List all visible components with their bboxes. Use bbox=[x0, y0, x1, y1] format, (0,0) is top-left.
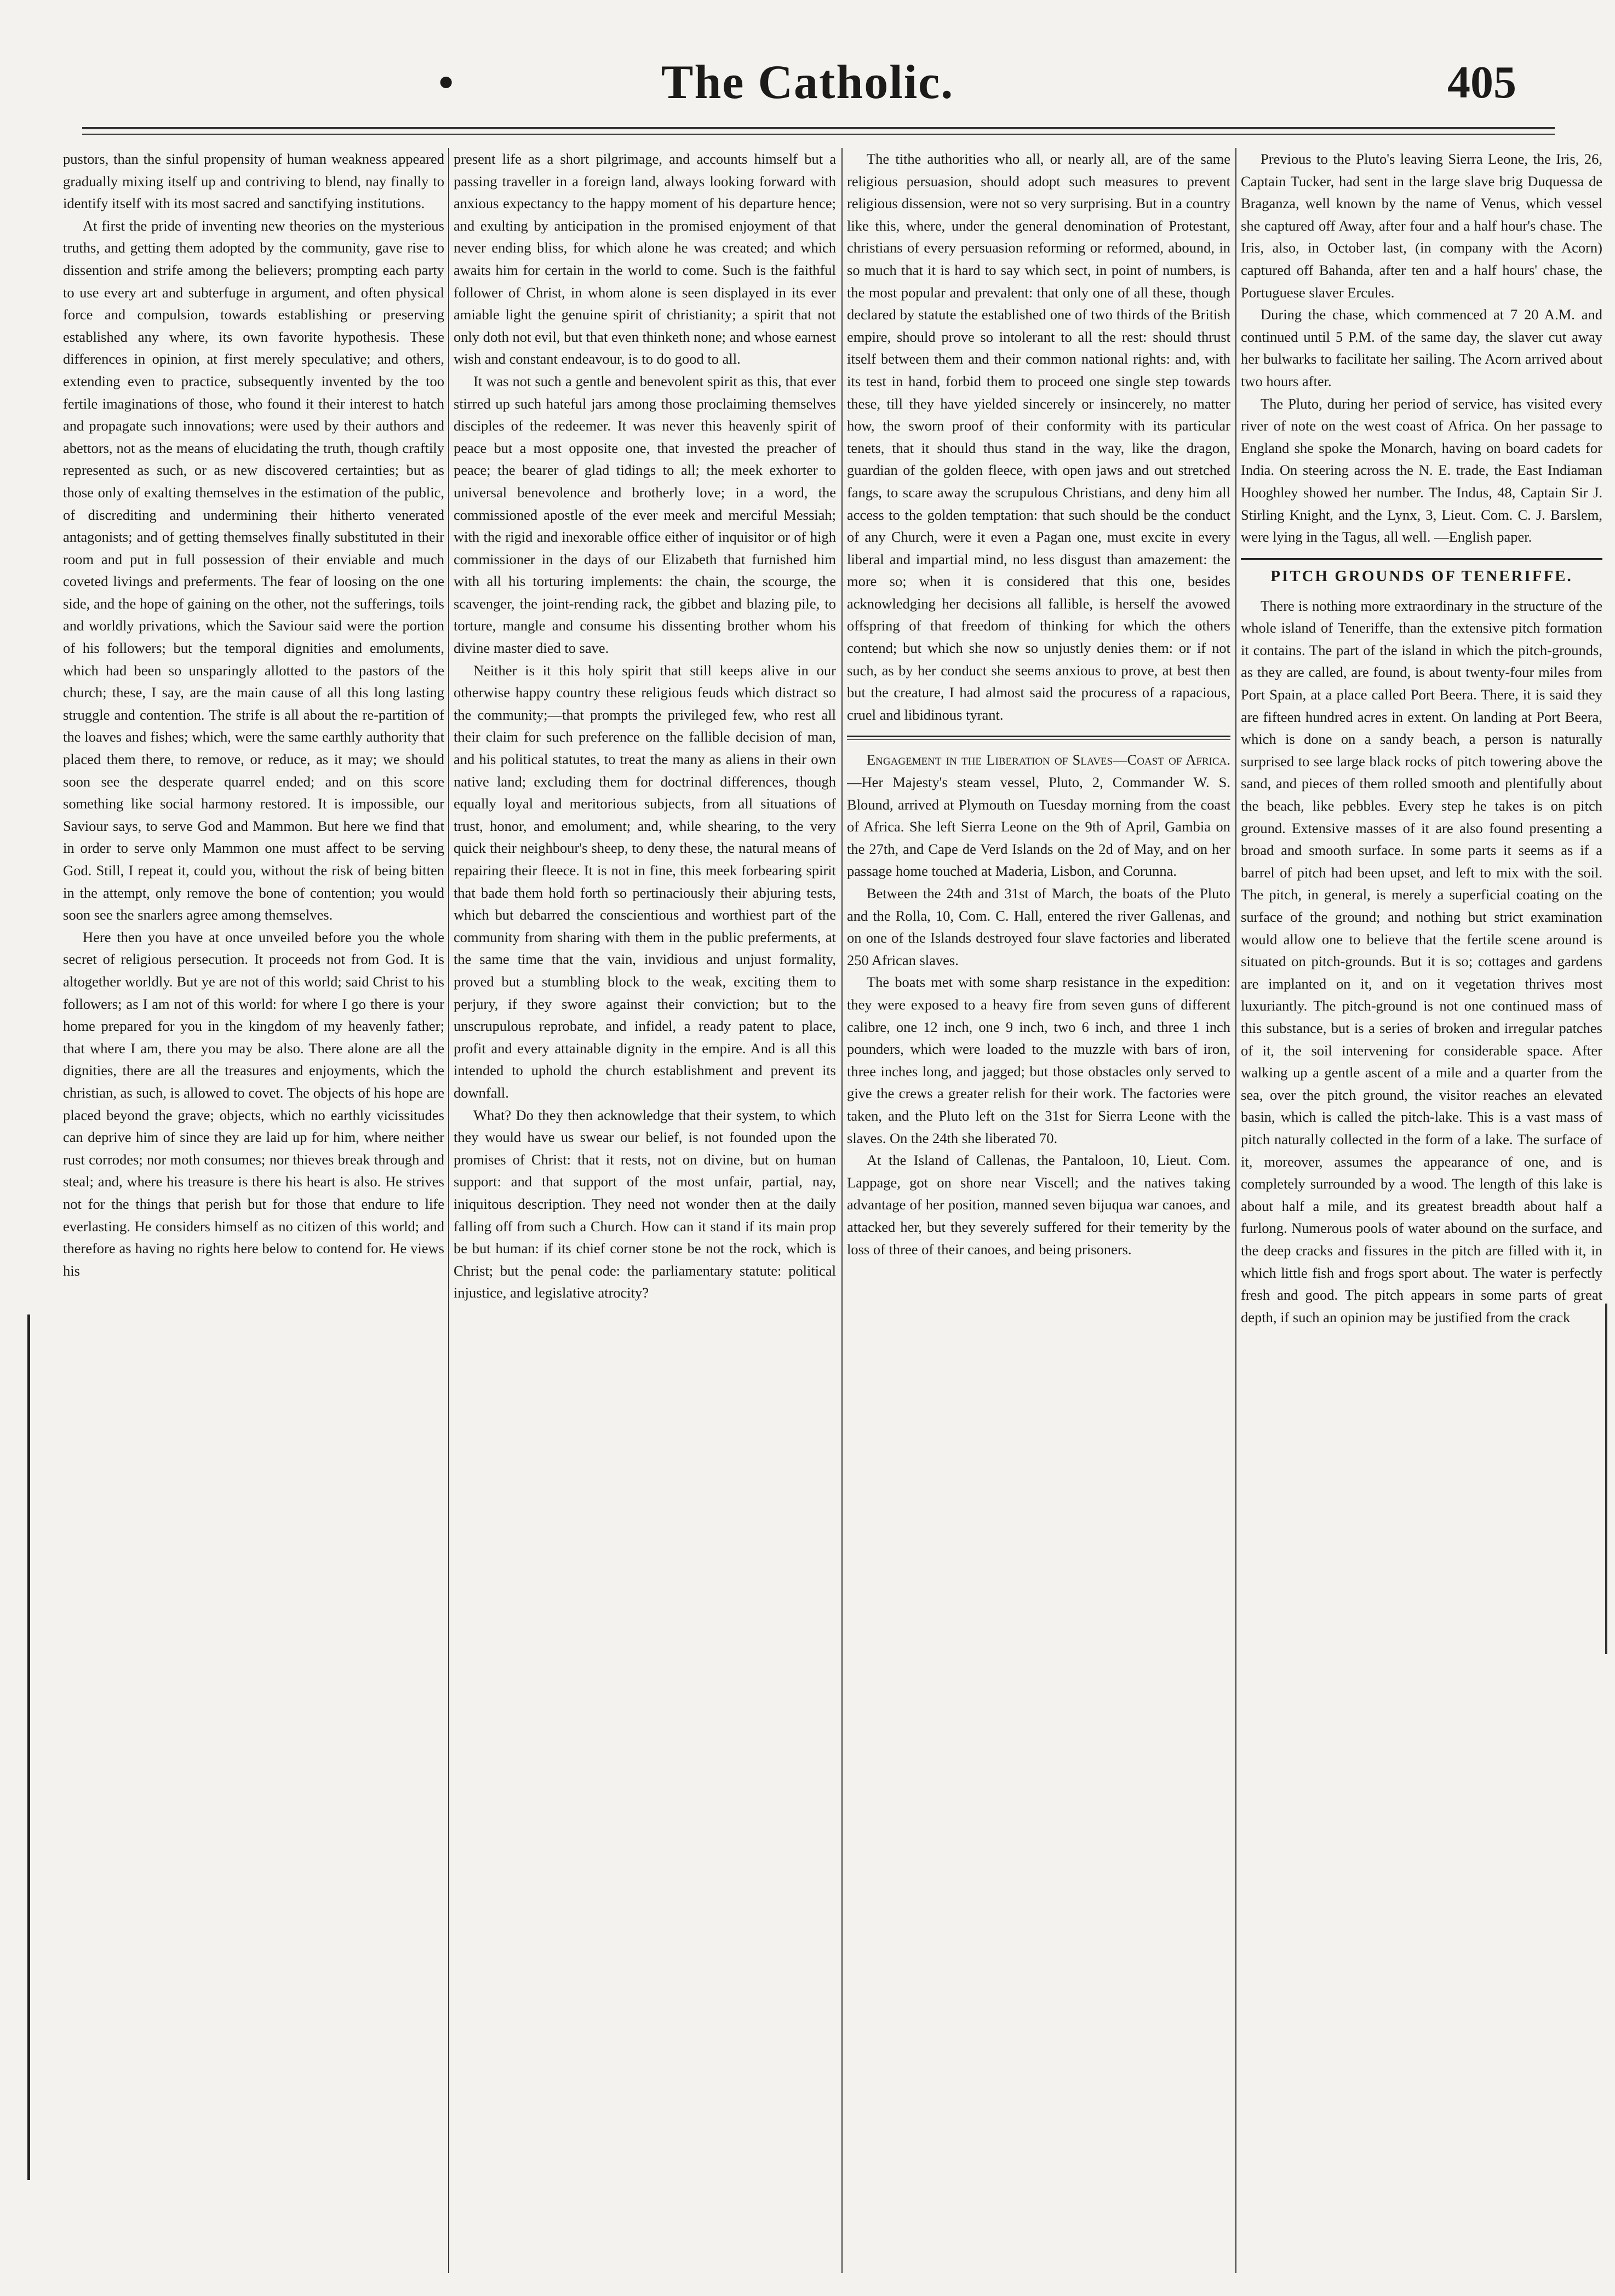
paragraph: The Pluto, during her period of service, has visited every river of note on the west coast of Africa. On her passage to England she spoke the Monarch, having on board cadets for India. On steering across the N. E. trade, the East Indiaman Hooghley showed her number. The Indus, 48, Captain Sir J. Stirling Knight, and the Lynx, 3, Lieut. Com. C. J. Barslem, were lying in the Tagus, all well. —English paper. bbox=[1241, 395, 1602, 546]
page-header bbox=[0, 0, 1615, 137]
news-item-title: Engagement in the Liberation of Slaves—Coast of Africa. bbox=[867, 751, 1230, 768]
column-4 bbox=[1241, 148, 1602, 2268]
header-rule-thin bbox=[82, 134, 1555, 135]
paragraph: It was not such a gentle and benevolent spirit as this, that ever stirred up such hateful jars among those proclaiming themselves disciples of the redeemer. It was never this heavenly spirit of peace but a most opposite one, that invested the preacher of peace; the bearer of glad tidings to all; the meek exhorter to universal benevolence and brotherly love; in a word, the commissioned apostle of the ever meek and merciful Messiah; with the rigid and inexorable office either of inquisitor or of high commissioner in the days of our Elizabeth that furnished him with all his torturing implements: the chain, the scourge, the scavenger, the joint-rending rack, the gibbet and blazing pile, to torture, mangle and consume his dissenting brother whom his divine master died to save. bbox=[454, 372, 836, 657]
news-item-body: —Her Majesty's steam vessel, Pluto, 2, Commander W. S. Blound, arrived at Plymouth on Tuesday morning from the coast of Africa. She left Sierra Leone on the 9th of April, Gambia on the 27th, and Cape de Verd Islands on the 2d of May, and on her passage home touched at Maderia, Lisbon, and Corunna. bbox=[847, 774, 1230, 880]
paragraph: There is nothing more extraordinary in the structure of the whole island of Teneriffe, than the extensive pitch formation it contains. The part of the island in which the pitch-grounds, as they are called, are found, is about twenty-four miles from Port Spain, at a place called Port Beera. There, it is said they are fifteen hundred acres in extent. On landing at Port Beera, which is done on a sandy beach, a person is naturally surprised to see large black rocks of pitch towering above the sand, and pieces of them rolled smooth and plentifully about the beach, like pebbles. Every step he takes is on pitch ground. Extensive masses of it are also found presenting a broad and smooth surface. In some parts it seems as if a barrel of pitch had been upset, and left to mix with the soil. The pitch, in general, is merely a superficial coating on the surface of the ground; and nothing but strict examination would allow one to believe that the fertile scene around is situated on pitch-grounds. But it is so; cottages and gardens are implanted on it, and on it vegetation thrives most luxuriantly. The pitch-ground is not one continued mass of this substance, but is a series of broken and irregular patches of it, the soil intervening for considerable space. After walking up a gentle ascent of a mile and a quarter from the sea, over the pitch ground, the visitor reaches an elevated basin, which is called the pitch-lake. This is a vast mass of pitch naturally collected in the form of a lake. The surface of it, moreover, assumes the appearance of one, and is completely surrounded by a wood. The length of this lake is about half a mile, and its greatest breadth about half a furlong. Numerous pools of water abound on the surface, and the deep cracks and fissures in the pitch are filled with it, in which little fish and frogs sport about. The water is perfectly fresh and good. The pitch appears in some parts of great depth, if such an opinion may be justified from the crack bbox=[1241, 597, 1602, 1325]
page-number: 405 bbox=[1447, 57, 1516, 108]
paragraph: Here then you have at once unveiled before you the whole secret of religious persecution. It proceeds not from God. It is altogether worldly. But ye are not of this world; said Christ to his followers; as I am not of this world: for where I go there is your home prepared for you in the kingdom of my heavenly father; that where I am, there you may be also. There alone are all the dignities, there are all the treasures and enjoyments, which the christian, as such, is allowed to covet. The objects of his hope are placed beyond the grave; objects, which no earthly vicissitudes can deprive him of since they are laid up for him, where neither rust corrodes; nor moth consumes; nor thieves break through and steal; and, where his treasure is there his heart is also. He strives not for the things that perish but for those that endure to life everlasting. He considers himself as no citizen of this world; and therefore as having no rights here below to contend for. He views his bbox=[63, 928, 444, 1279]
paragraph: Between the 24th and 31st of March, the boats of the Pluto and the Rolla, 10, Com. C. Hall, entered the river Gallenas, and on one of the Islands destroyed four slave factories and liberated 250 African slaves. bbox=[847, 885, 1230, 968]
paragraph: The boats met with some sharp resistance in the expedition: they were exposed to a heavy fire from seven guns of different calibre, one 12 inch, one 9 inch, two 6 inch, and three 1 inch pounders, which were loaded to the muzzle with bars of iron, three inches long, and jagged; but those obstacles only served to give the crews a greater relish for their work. The factories were taken, and the Pluto left on the 31st for Sierra Leone with the slaves. On the 24th she liberated 70. bbox=[847, 974, 1230, 1146]
article-separator bbox=[1241, 558, 1602, 560]
paragraph: The tithe authorities who all, or nearly all, are of the same religious persuasion, should adopt such measures to prevent religious dissension, were not so very surprising. But in a country like this, where, under the general denomination of Protestant, christians of every persuasion reforming or reformed, abound, in so much that it is hard to say which sect, in point of numbers, is the most popular and prevalent: that only one of all these, though declared by statute the established one of two thirds of the British empire, should prove so intolerant to all the rest: should thrust itself between them and their common national rights: and, with its test in hand, forbid them to proceed one single step towards these, till they have yielded sincerely or insincerely, no matter how, the sworn proof of their conformity with its particular tenets, that it should thus stand in the way, like the dragon, guardian of the golden fleece, with open jaws and out stretched fangs, to scare away the scrupulous Christians, and deny him all access to the golden temptation: that such should be the conduct of any Church, were it even a Pagan one, must excite in every liberal and impartial mind, no less disgust than amazement: the more so; when it is considered that this one, besides acknowledging her decisions all fallible, is herself the avowed offspring of that freedom of thinking for which the others contend; but which she now so unjustly denies them: or if not such, as by her conduct she seems anxious to prove, at best then but the creature, I had almost said the procuress of a rapacious, cruel and libidinous tyrant. bbox=[847, 151, 1230, 723]
header-dot: • bbox=[436, 65, 457, 103]
paragraph: Previous to the Pluto's leaving Sierra Leone, the Iris, 26, Captain Tucker, had sent in the large slave brig Duquessa de Braganza, well known by the name of Venus, which vessel she captured off Away, after four and a half hour's chase. The Iris, also, in October last, (in company with the Acorn) captured off Bahanda, after ten and a half hours' chase, the Portuguese slaver Ercules. bbox=[1241, 151, 1602, 301]
column-divider bbox=[448, 148, 449, 2273]
paragraph: present life as a short pilgrimage, and accounts himself but a passing traveller in a foreign land, always looking forward with anxious expectancy to the happy moment of his departure hence; and exulting by anticipation in the promised enjoyment of that never ending bliss, for which alone he was created; and which awaits him for certain in the world to come. Such is the faithful follower of Christ, in whom alone is seen displayed in its ever amiable light the genuine spirit of christianity; a spirit that not only doth not evil, but that even thinketh none; and whose earnest wish and constant endeavour, is to do good to all. bbox=[454, 151, 836, 368]
paragraph: pustors, than the sinful propensity of human weakness appeared gradually mixing itself up and contriving to blend, nay finally to identify itself with its most sacred and sanctifying institutions. bbox=[63, 151, 444, 212]
margin-bar bbox=[1605, 1304, 1607, 1654]
column-divider bbox=[841, 148, 843, 2273]
margin-bar bbox=[27, 1315, 30, 2180]
column-2 bbox=[454, 148, 836, 2268]
paragraph: At the Island of Callenas, the Pantaloon, 10, Lieut. Com. Lappage, got on shore near Viscell; and the natives taking advantage of her position, manned seven bijuqua war canoes, and attacked her, but they severely suffered for their temerity by the loss of three of their canoes, and being prisoners. bbox=[847, 1152, 1230, 1258]
article-separator bbox=[847, 739, 1230, 740]
column-3 bbox=[847, 148, 1230, 2268]
paragraph: During the chase, which commenced at 7 20 A.M. and continued until 5 P.M. of the same day, the slaver cut away her bulwarks to facilitate her sailing. The Acorn arrived about two hours after. bbox=[1241, 306, 1602, 389]
paragraph: What? Do they then acknowledge that their system, to which they would have us swear our belief, is not founded upon the promises of Christ: that it rests, not on divine, but on human support: and that support of the most unfair, partial, nay, iniquitous description. They need not wonder then at the daily falling off from such a Church. How can it stand if its main prop be but human: if its chief corner stone be not the rock, which is Christ; but the penal code: the parliamentary statute: political injustice, and legislative atrocity? bbox=[454, 1106, 836, 1301]
article-heading: PITCH GROUNDS OF TENERIFFE. bbox=[1270, 567, 1573, 585]
article-separator bbox=[847, 736, 1230, 737]
page-title: The Catholic. bbox=[661, 56, 954, 109]
paragraph: Neither is it this holy spirit that still keeps alive in our otherwise happy country these religious feuds which distract so the community;—that prompts the privileged few, who rest all their claim for such preference on the fallible decision of man, and his political statutes, to treat the many as aliens in their own native land; excluding them for doctrinal differences, though equally loyal and meritorious subjects, from all situations of trust, honor, and emolument; and, while shearing, to the very quick their neighbour's sheep, to deny these, the natural means of repairing their fleece. It is not in fine, this meek forbearing spirit that bade them hold forth so pertinaciously their abjuring tests, which but debarred the conscientious and worthiest part of the community from sharing with them in the public preferments, at the same time that the vain, invidious and unjust formality, proved but a stumbling block to the weak, exciting them to perjury, if they swore against their conviction; but to the unscrupulous reprobate, and infidel, a ready patent to place, profit and every attainable dignity in the empire. And is all this intended to uphold the church establishment and prevent its downfall. bbox=[454, 662, 836, 1101]
column-divider bbox=[1235, 148, 1236, 2273]
paragraph: At first the pride of inventing new theories on the mysterious truths, and getting them adopted by the community, gave rise to dissention and strife among the believers; prompting each party to use every art and subterfuge in argument, and often physical force and compulsion, towards establishing or preserving established any where, its own favorite hypothesis. These differences in opinion, at first merely speculative; and others, extending even to practice, subsequently invented by the too fertile imaginations of those, who found it their interest to hatch and propagate such innovations; were used by their authors and abettors, not as the means of elucidating the truth, though craftily represented as such, or as new discovered certainties; but as those only of exalting themselves in the estimation of the public, of discrediting and undermining their hitherto venerated antagonists; and of getting themselves finally substituted in their room and put in full possession of their enviable and much coveted livings and preferments. The fear of loosing on the one side, and the hope of gaining on the other, not the sufferings, toils and worldly privations, which the Saviour said were the portion of his followers; but the temporal dignities and emoluments, which had been so unsparingly allotted to the pastors of the church; these, I say, are the main cause of all this long lasting struggle and contention. The strife is all about the re-partition of the loaves and fishes; which, were the same earthly authority that placed them there, to remove, or reduce, as it may; we should soon see the desperate quarrel ended; and on this score something like social harmony restored. It is impossible, our Saviour says, to serve God and Mammon. But here we find that in order to serve only Mammon one must affect to be serving God. Still, I repeat it, could you, without the risk of being bitten in the attempt, only remove the bone of contention; you would soon see the snarlers agree among themselves. bbox=[63, 217, 444, 923]
column-1 bbox=[63, 148, 444, 2268]
news-item bbox=[847, 749, 1230, 882]
header-rule-thick bbox=[82, 127, 1555, 129]
